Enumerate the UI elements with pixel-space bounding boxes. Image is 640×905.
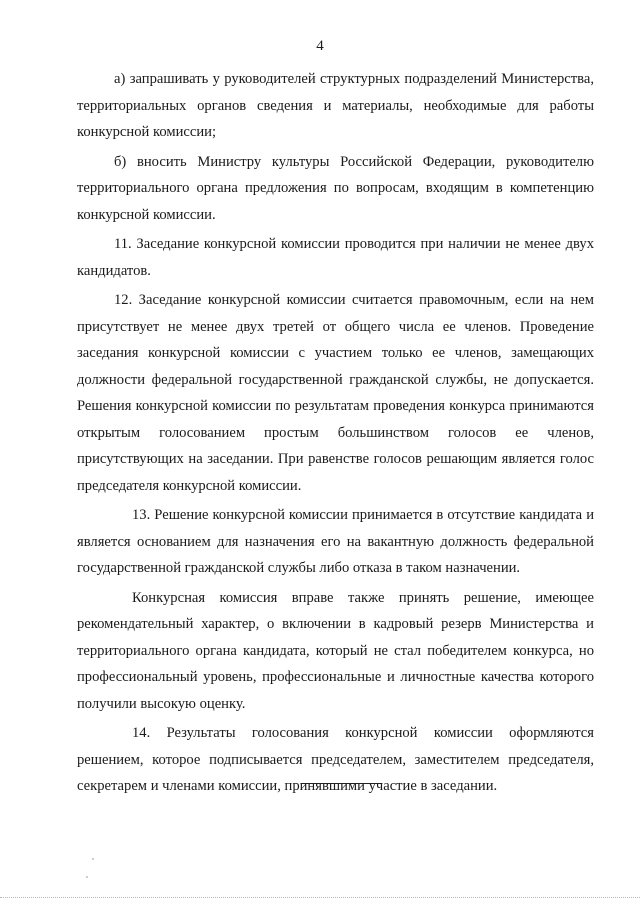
scan-edge-line xyxy=(0,897,640,898)
paragraph-14: 14. Результаты голосования конкурсной комиссии оформляются решением, которое подписывается председателем, заместителем председателя, секретарем и членами комиссии, принявшими участие в заседании. xyxy=(77,725,594,794)
document-body xyxy=(77,66,594,803)
paragraph-12: 12. Заседание конкурсной комиссии считается правомочным, если на нем присутствует не менее двух третей от общего числа ее членов. Проведение заседания конкурсной комиссии с участием только ее членов, замещающих должности федеральной государственной гражданской службы, не допускается. Решения конкурсной комиссии по результатам проведения конкурса принимаются открытым голосованием простым большинством голосов ее членов, присутствующих на заседании. При равенстве голосов решающим является голос председателя конкурсной комиссии. xyxy=(77,292,594,494)
page-number: 4 xyxy=(316,38,324,54)
paragraph-13-reserve: Конкурсная комиссия вправе также принять решение, имеющее рекомендательный характер, о включении в кадровый резерв Министерства и территориального органа кандидата, который не стал победителем конкурса, но профессиональный уровень, профессиональные и личностные качества которого получили высокую оценку. xyxy=(77,589,594,712)
scan-speck xyxy=(92,858,94,860)
paragraph-13: 13. Решение конкурсной комиссии принимается в отсутствие кандидата и является основанием для назначения его на вакантную должность федеральной государственной гражданской службы либо отказа в таком назначении. xyxy=(77,507,594,576)
scan-speck xyxy=(86,876,88,878)
end-divider-line xyxy=(301,783,381,784)
paragraph-11: 11. Заседание конкурсной комиссии проводится при наличии не менее двух кандидатов. xyxy=(77,236,594,279)
paragraph-10a: а) запрашивать у руководителей структурных подразделений Министерства, территориальных органов сведения и материалы, необходимые для работы конкурсной комиссии; xyxy=(77,71,594,140)
paragraph-10b: б) вносить Министру культуры Российской Федерации, руководителю территориального органа предложения по вопросам, входящим в компетенцию конкурсной комиссии. xyxy=(77,153,594,223)
